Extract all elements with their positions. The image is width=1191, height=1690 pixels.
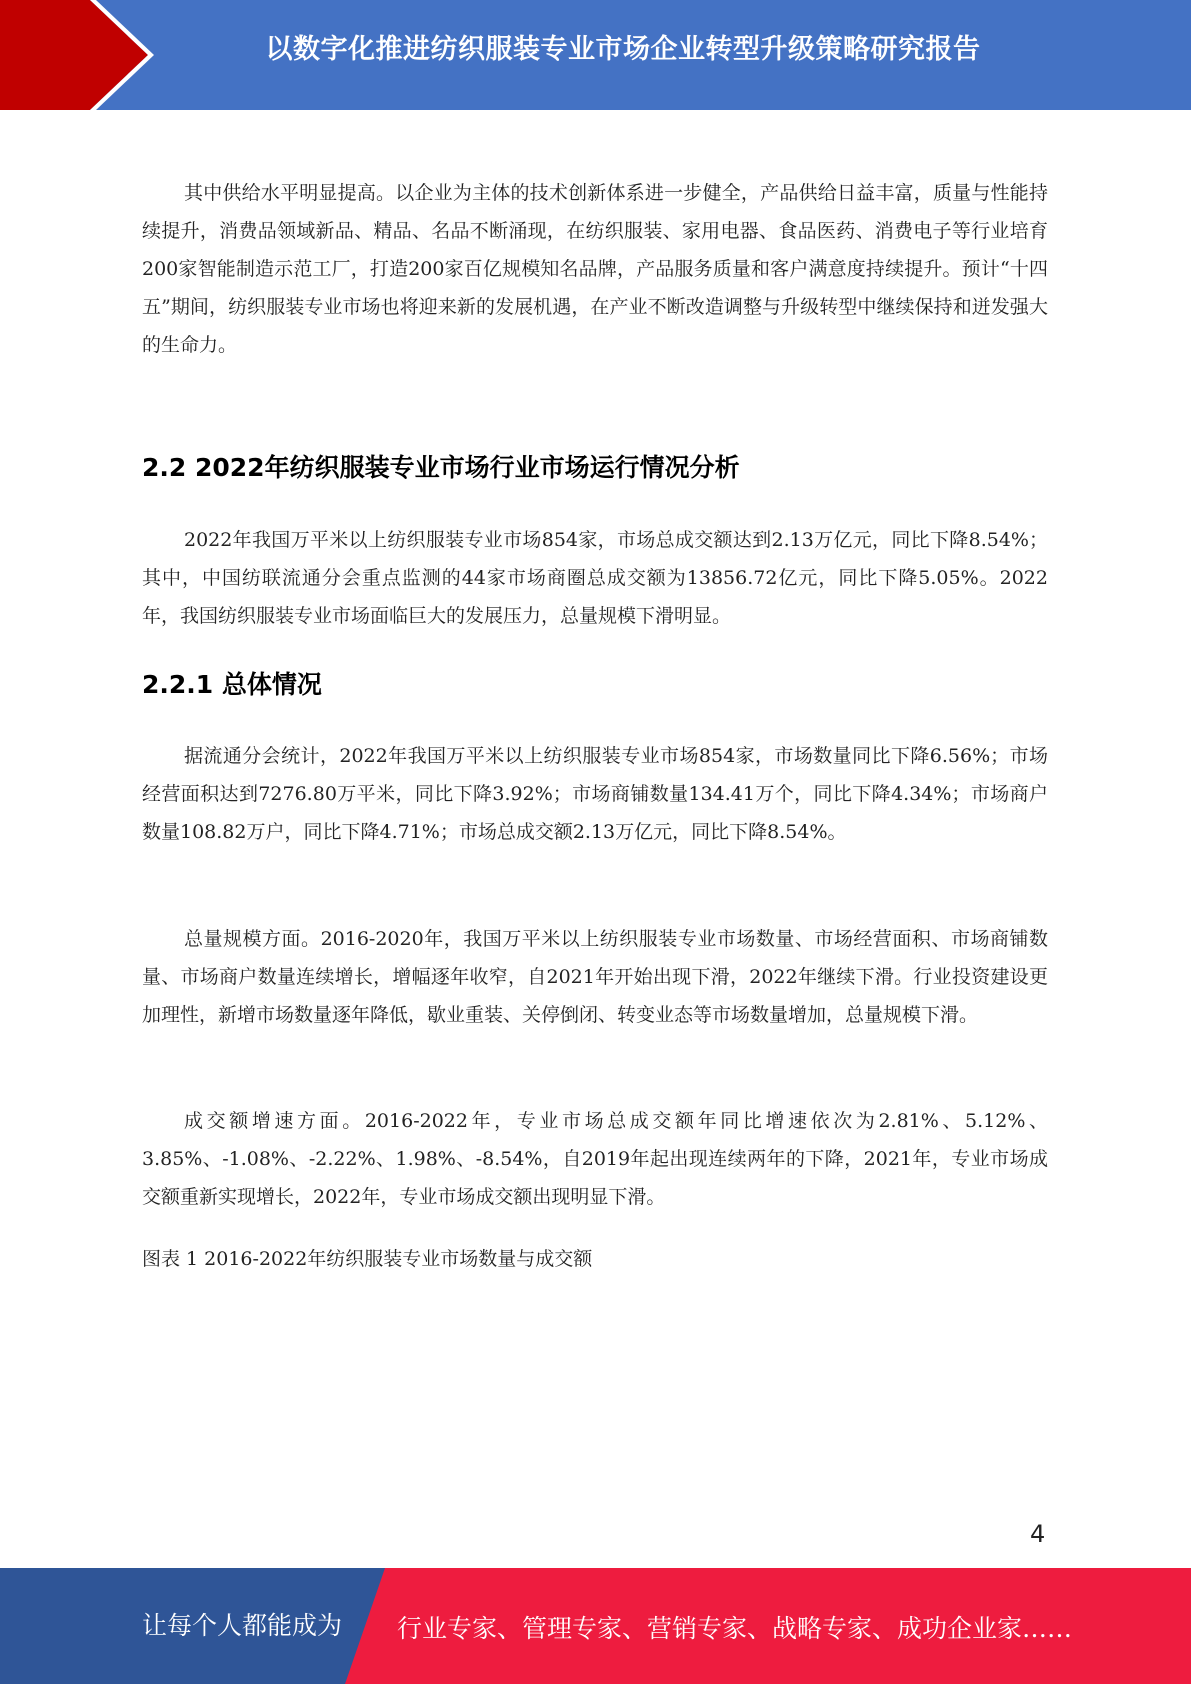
header-arrow-icon <box>0 0 160 110</box>
section-2-2-paragraph: 2022年我国万平米以上纺织服装专业市场854家，市场总成交额达到2.13万亿元，同比下降8.54%；其中，中国纺联流通分会重点监测的44家市场商圈总成交额为13856.72亿元，同比下降5.05%。2022年，我国纺织服装专业市场面临巨大的发展压力，总量规模下滑明显。 <box>142 529 1048 627</box>
growth-paragraph: 成交额增速方面。2016-2022年，专业市场总成交额年同比增速依次为2.81%、5.12%、3.85%、-1.08%、-2.22%、1.98%、-8.54%，自2019年起出现连续两年的下降，2021年，专业市场成交额重新实现增长，2022年，专业市场成交额出现明显下滑。 <box>142 1110 1048 1208</box>
intro-paragraph: 其中供给水平明显提高。以企业为主体的技术创新体系进一步健全，产品供给日益丰富，质量与性能持续提升，消费品领域新品、精品、名品不断涌现，在纺织服装、家用电器、食品医药、消费电子等行业培育200家智能制造示范工厂，打造200家百亿规模知名品牌，产品服务质量和客户满意度持续提升。预计“十四五”期间，纺织服装专业市场也将迎来新的发展机遇，在产业不断改造调整与升级转型中继续保持和迸发强大的生命力。 <box>142 182 1048 356</box>
report-title: 以数字化推进纺织服装专业市场企业转型升级策略研究报告 <box>265 34 981 65</box>
footer-slogan-right: 行业专家、管理专家、营销专家、战略专家、成功企业家…… <box>397 1614 1073 1643</box>
page-number: 4 <box>1030 1520 1046 1548</box>
header-banner <box>0 0 1191 110</box>
footer-banner <box>0 1568 1191 1684</box>
section-heading-2-2: 2.2 2022年纺织服装专业市场行业市场运行情况分析 <box>142 453 740 482</box>
section-heading-2-2-1: 2.2.1 总体情况 <box>142 670 322 699</box>
scale-paragraph: 总量规模方面。2016-2020年，我国万平米以上纺织服装专业市场数量、市场经营面积、市场商铺数量、市场商户数量连续增长，增幅逐年收窄，自2021年开始出现下滑，2022年继续下滑。行业投资建设更加理性，新增市场数量逐年降低，歇业重装、关停倒闭、转变业态等市场数量增加，总量规模下滑。 <box>142 928 1048 1026</box>
figure-caption: 图表 1 2016-2022年纺织服装专业市场数量与成交额 <box>142 1248 593 1270</box>
overall-paragraph: 据流通分会统计，2022年我国万平米以上纺织服装专业市场854家，市场数量同比下降6.56%；市场经营面积达到7276.80万平米，同比下降3.92%；市场商铺数量134.41万个，同比下降4.34%；市场商户数量108.82万户，同比下降4.71%；市场总成交额2.13万亿元，同比下降8.54%。 <box>142 745 1048 843</box>
footer-slogan-left: 让每个人都能成为 <box>142 1611 343 1640</box>
